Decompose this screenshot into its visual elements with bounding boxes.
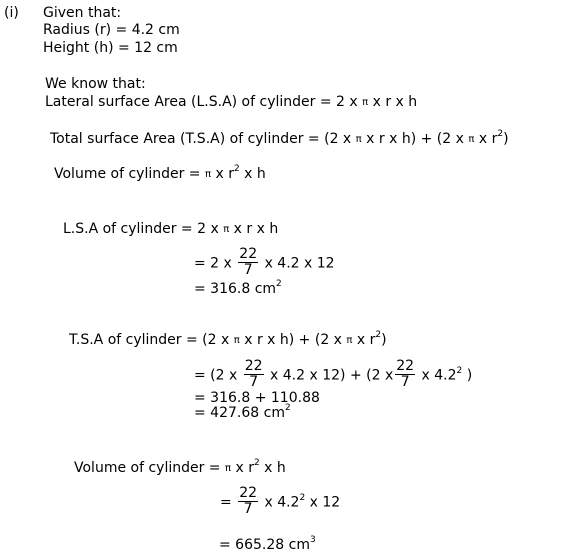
pi-symbol: π [468, 134, 475, 145]
pi-symbol: π [225, 463, 232, 474]
tsa-calc-line-1: T.S.A of cylinder = (2 x π x r x h) + (2 x π x $r^2$) [69, 330, 387, 348]
part-label: (i) [4, 5, 19, 21]
lsa-formula: Lateral surface Area (L.S.A) of cylinder = 2 x π x r x h [45, 94, 418, 110]
volume-calc-line-2: = $\frac{22}{7}$ x $4.2^2$ x 12 [220, 485, 341, 517]
pi-symbol: π [223, 224, 230, 235]
given-heading: Given that: [43, 5, 122, 21]
fraction-22-7: $\frac{22}{7}$ [239, 246, 258, 278]
lsa-calc-line-1: L.S.A of cylinder = 2 x π x r x h [63, 221, 279, 237]
lsa-calc-line-2: = 2 x $\frac{22}{7}$ x 4.2 x 12 [194, 246, 335, 278]
fraction-22-7: $\frac{22}{7}$ [239, 485, 258, 517]
fraction-22-7: $\frac{22}{7}$ [244, 358, 263, 390]
fraction-22-7: $\frac{22}{7}$ [396, 358, 415, 390]
pi-symbol: π [355, 134, 362, 145]
given-radius: Radius (r) = 4.2 cm [43, 22, 180, 38]
tsa-formula: Total surface Area (T.S.A) of cylinder = (2 x π x r x h) + (2 x π x $r^2$) [50, 129, 509, 147]
volume-calc-line-1: Volume of cylinder = π x $r^2$ x h [74, 458, 286, 476]
pi-symbol: π [346, 335, 353, 346]
volume-formula: Volume of cylinder = π x $r^2$ x h [54, 164, 266, 182]
tsa-calc-line-3: = 316.8 + 110.88 [194, 390, 320, 406]
pi-symbol: π [205, 169, 212, 180]
given-height: Height (h) = 12 cm [43, 40, 178, 56]
known-heading: We know that: [45, 76, 146, 92]
pi-symbol: π [362, 97, 369, 108]
tsa-calc-result: = 427.68 $cm^2$ [194, 403, 291, 421]
lsa-calc-result: = 316.8 $cm^2$ [194, 279, 282, 297]
tsa-calc-line-2: = (2 x $\frac{22}{7}$ x 4.2 x 12) + (2 x $\frac{22}{7}$ x $4.2^2$ ) [194, 358, 473, 390]
volume-calc-result: = 665.28 $cm^3$ [219, 535, 316, 553]
pi-symbol: π [233, 335, 240, 346]
